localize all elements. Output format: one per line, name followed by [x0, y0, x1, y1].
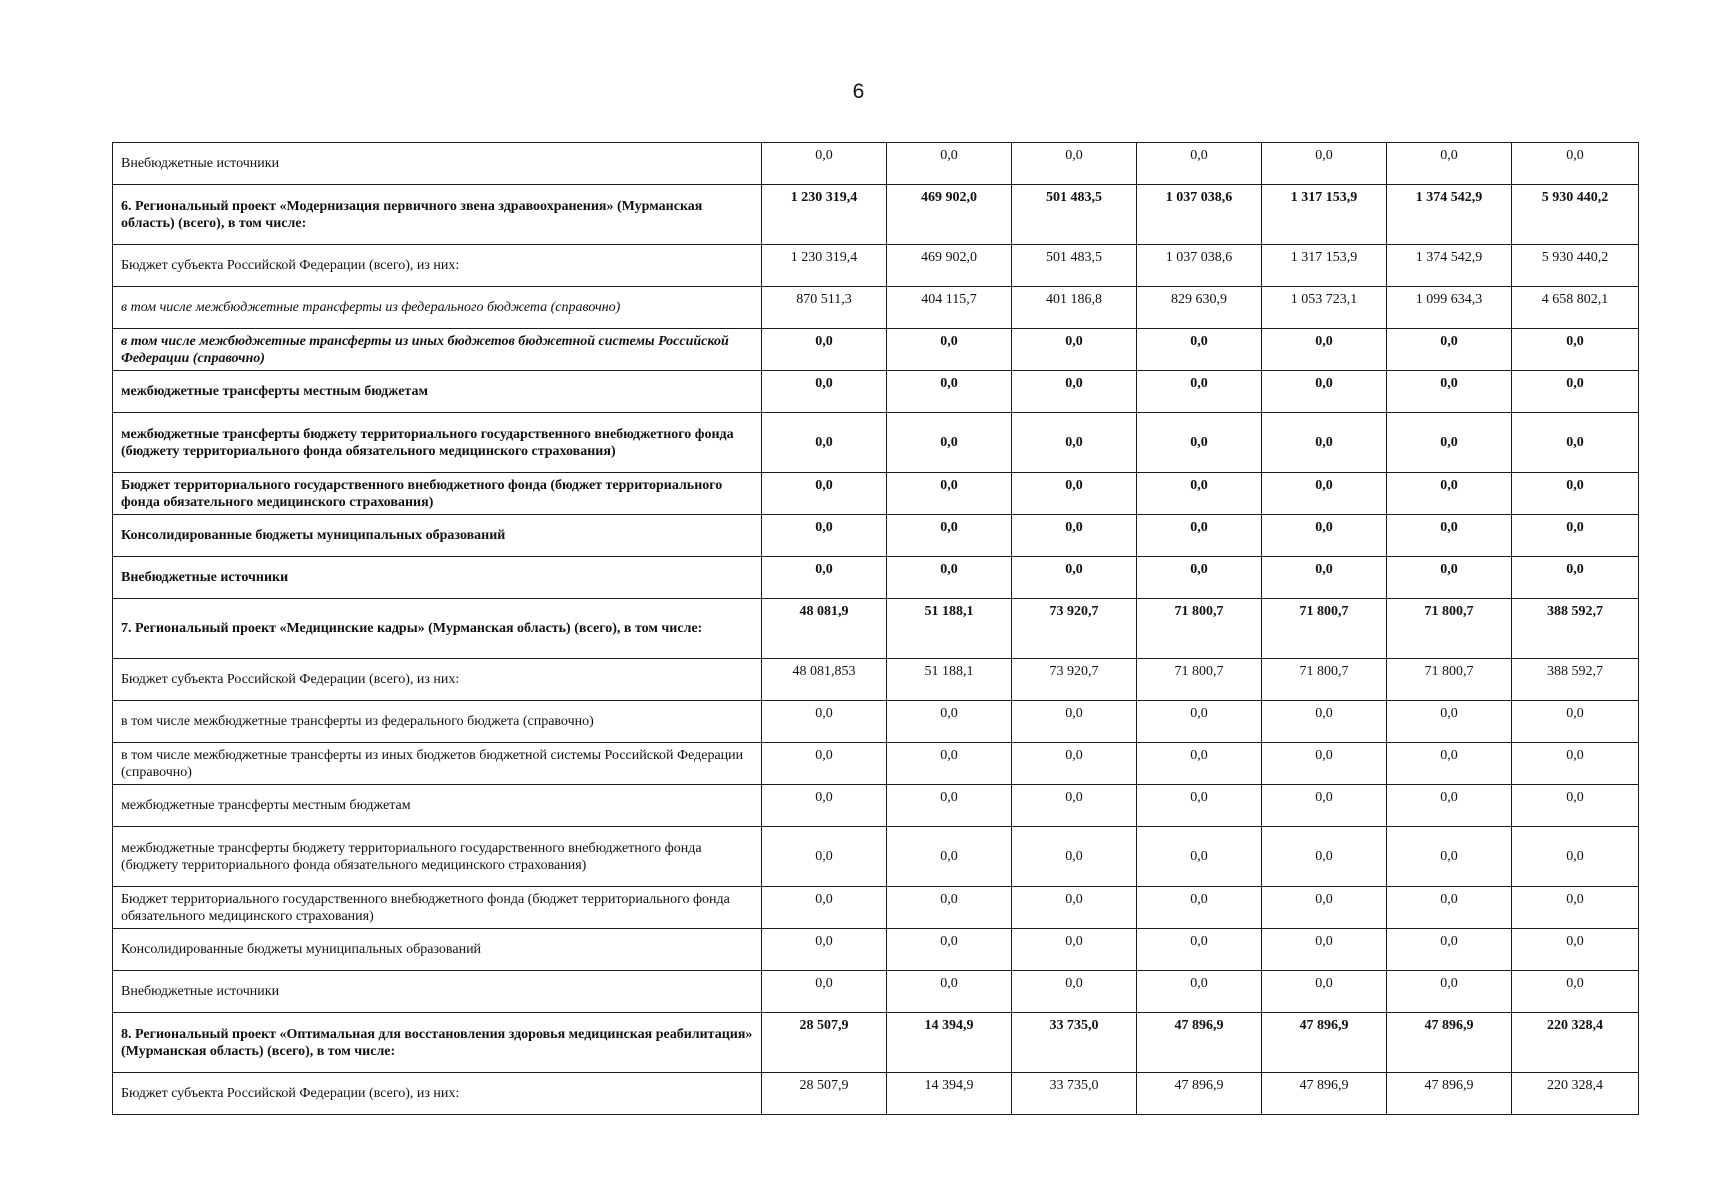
row-label: 6. Региональный проект «Модернизация первичного звена здравоохранения» (Мурманская область) (всего), в том числе:	[113, 185, 762, 245]
value-cell: 220 328,4	[1512, 1013, 1639, 1073]
row-label: Бюджет субъекта Российской Федерации (всего), из них:	[113, 245, 762, 287]
value-cell: 47 896,9	[1137, 1073, 1262, 1115]
value-cell: 71 800,7	[1137, 599, 1262, 659]
value-cell: 0,0	[1137, 413, 1262, 473]
value-cell: 0,0	[887, 929, 1012, 971]
value-cell: 0,0	[1387, 371, 1512, 413]
value-cell: 73 920,7	[1012, 599, 1137, 659]
value-cell: 0,0	[1137, 473, 1262, 515]
value-cell: 0,0	[887, 473, 1012, 515]
value-cell: 0,0	[762, 413, 887, 473]
value-cell: 0,0	[1262, 473, 1387, 515]
value-cell: 0,0	[1387, 557, 1512, 599]
value-cell: 0,0	[1137, 743, 1262, 785]
value-cell: 0,0	[762, 557, 887, 599]
value-cell: 0,0	[1262, 929, 1387, 971]
value-cell: 0,0	[1262, 515, 1387, 557]
value-cell: 0,0	[1262, 371, 1387, 413]
value-cell: 0,0	[887, 827, 1012, 887]
value-cell: 469 902,0	[887, 245, 1012, 287]
value-cell: 0,0	[1512, 557, 1639, 599]
budget-table-body	[113, 143, 1639, 1115]
value-cell: 0,0	[1262, 557, 1387, 599]
value-cell: 28 507,9	[762, 1013, 887, 1073]
value-cell: 0,0	[887, 701, 1012, 743]
row-label: в том числе межбюджетные трансферты из федерального бюджета (справочно)	[113, 701, 762, 743]
value-cell: 0,0	[1387, 827, 1512, 887]
table-row	[113, 887, 1639, 929]
value-cell: 0,0	[1387, 785, 1512, 827]
value-cell: 0,0	[762, 827, 887, 887]
value-cell: 71 800,7	[1262, 659, 1387, 701]
value-cell: 14 394,9	[887, 1013, 1012, 1073]
value-cell: 0,0	[1512, 887, 1639, 929]
table-row	[113, 929, 1639, 971]
value-cell: 0,0	[887, 785, 1012, 827]
value-cell: 0,0	[1137, 371, 1262, 413]
value-cell: 0,0	[1012, 887, 1137, 929]
value-cell: 0,0	[1012, 515, 1137, 557]
value-cell: 33 735,0	[1012, 1073, 1137, 1115]
value-cell: 0,0	[887, 887, 1012, 929]
value-cell: 0,0	[1137, 971, 1262, 1013]
table-row	[113, 245, 1639, 287]
value-cell: 1 230 319,4	[762, 185, 887, 245]
value-cell: 0,0	[1512, 785, 1639, 827]
value-cell: 0,0	[1512, 371, 1639, 413]
row-label: межбюджетные трансферты местным бюджетам	[113, 785, 762, 827]
value-cell: 0,0	[1012, 785, 1137, 827]
value-cell: 28 507,9	[762, 1073, 887, 1115]
value-cell: 0,0	[1137, 701, 1262, 743]
row-label: межбюджетные трансферты местным бюджетам	[113, 371, 762, 413]
value-cell: 0,0	[1012, 743, 1137, 785]
value-cell: 0,0	[1262, 827, 1387, 887]
value-cell: 469 902,0	[887, 185, 1012, 245]
value-cell: 4 658 802,1	[1512, 287, 1639, 329]
table-row	[113, 557, 1639, 599]
budget-table	[112, 142, 1639, 1115]
value-cell: 0,0	[1512, 971, 1639, 1013]
value-cell: 33 735,0	[1012, 1013, 1137, 1073]
value-cell: 14 394,9	[887, 1073, 1012, 1115]
value-cell: 47 896,9	[1387, 1013, 1512, 1073]
value-cell: 73 920,7	[1012, 659, 1137, 701]
value-cell: 0,0	[1387, 329, 1512, 371]
table-row	[113, 827, 1639, 887]
value-cell: 0,0	[887, 143, 1012, 185]
value-cell: 388 592,7	[1512, 659, 1639, 701]
value-cell: 501 483,5	[1012, 185, 1137, 245]
table-row	[113, 971, 1639, 1013]
value-cell: 47 896,9	[1387, 1073, 1512, 1115]
table-row	[113, 515, 1639, 557]
value-cell: 0,0	[762, 329, 887, 371]
value-cell: 51 188,1	[887, 599, 1012, 659]
value-cell: 0,0	[1262, 329, 1387, 371]
row-label: 8. Региональный проект «Оптимальная для восстановления здоровья медицинская реабилитация» (Мурманская область) (всего), в том числе:	[113, 1013, 762, 1073]
value-cell: 0,0	[1387, 413, 1512, 473]
value-cell: 0,0	[1137, 827, 1262, 887]
value-cell: 5 930 440,2	[1512, 185, 1639, 245]
value-cell: 0,0	[1012, 557, 1137, 599]
value-cell: 401 186,8	[1012, 287, 1137, 329]
value-cell: 0,0	[1262, 971, 1387, 1013]
value-cell: 0,0	[762, 473, 887, 515]
value-cell: 0,0	[1137, 329, 1262, 371]
value-cell: 0,0	[1012, 827, 1137, 887]
value-cell: 47 896,9	[1262, 1073, 1387, 1115]
value-cell: 220 328,4	[1512, 1073, 1639, 1115]
table-row	[113, 473, 1639, 515]
value-cell: 0,0	[1012, 473, 1137, 515]
value-cell: 0,0	[762, 971, 887, 1013]
table-row	[113, 1013, 1639, 1073]
value-cell: 1 317 153,9	[1262, 245, 1387, 287]
value-cell: 0,0	[762, 515, 887, 557]
value-cell: 1 317 153,9	[1262, 185, 1387, 245]
value-cell: 388 592,7	[1512, 599, 1639, 659]
value-cell: 0,0	[1262, 143, 1387, 185]
value-cell: 0,0	[1262, 785, 1387, 827]
value-cell: 0,0	[1137, 785, 1262, 827]
value-cell: 0,0	[1512, 473, 1639, 515]
value-cell: 0,0	[1512, 743, 1639, 785]
value-cell: 0,0	[887, 971, 1012, 1013]
row-label: межбюджетные трансферты бюджету территориального государственного внебюджетного фонда (бюджету территориального фонда обязательного медицинского страхования)	[113, 827, 762, 887]
row-label: в том числе межбюджетные трансферты из иных бюджетов бюджетной системы Российской Федерации (справочно)	[113, 743, 762, 785]
value-cell: 0,0	[1262, 743, 1387, 785]
value-cell: 48 081,853	[762, 659, 887, 701]
table-row	[113, 185, 1639, 245]
value-cell: 0,0	[1512, 701, 1639, 743]
value-cell: 0,0	[1012, 701, 1137, 743]
value-cell: 870 511,3	[762, 287, 887, 329]
row-label: Бюджет субъекта Российской Федерации (всего), из них:	[113, 1073, 762, 1115]
page-number: 6	[852, 80, 865, 103]
row-label: Внебюджетные источники	[113, 971, 762, 1013]
value-cell: 71 800,7	[1387, 599, 1512, 659]
row-label: в том числе межбюджетные трансферты из федерального бюджета (справочно)	[113, 287, 762, 329]
value-cell: 0,0	[1512, 413, 1639, 473]
value-cell: 0,0	[887, 743, 1012, 785]
table-row	[113, 143, 1639, 185]
row-label: Консолидированные бюджеты муниципальных образований	[113, 515, 762, 557]
value-cell: 1 374 542,9	[1387, 185, 1512, 245]
value-cell: 48 081,9	[762, 599, 887, 659]
table-row	[113, 329, 1639, 371]
value-cell: 0,0	[1387, 929, 1512, 971]
table-row	[113, 413, 1639, 473]
value-cell: 404 115,7	[887, 287, 1012, 329]
value-cell: 47 896,9	[1262, 1013, 1387, 1073]
value-cell: 71 800,7	[1387, 659, 1512, 701]
table-row	[113, 743, 1639, 785]
table-row	[113, 287, 1639, 329]
value-cell: 0,0	[1137, 143, 1262, 185]
row-label: Внебюджетные источники	[113, 143, 762, 185]
value-cell: 0,0	[762, 785, 887, 827]
value-cell: 829 630,9	[1137, 287, 1262, 329]
value-cell: 0,0	[1512, 515, 1639, 557]
value-cell: 0,0	[1387, 143, 1512, 185]
value-cell: 501 483,5	[1012, 245, 1137, 287]
row-label: Бюджет территориального государственного внебюджетного фонда (бюджет территориального фонда обязательного медицинского страхования)	[113, 473, 762, 515]
row-label: Бюджет территориального государственного внебюджетного фонда (бюджет территориального фонда обязательного медицинского страхования)	[113, 887, 762, 929]
value-cell: 1 053 723,1	[1262, 287, 1387, 329]
value-cell: 1 230 319,4	[762, 245, 887, 287]
budget-table-wrapper	[112, 142, 1638, 1115]
value-cell: 1 099 634,3	[1387, 287, 1512, 329]
value-cell: 0,0	[1012, 929, 1137, 971]
value-cell: 0,0	[1387, 701, 1512, 743]
value-cell: 1 374 542,9	[1387, 245, 1512, 287]
value-cell: 0,0	[762, 143, 887, 185]
row-label: Внебюджетные источники	[113, 557, 762, 599]
value-cell: 0,0	[1512, 143, 1639, 185]
value-cell: 0,0	[887, 557, 1012, 599]
value-cell: 0,0	[1137, 929, 1262, 971]
row-label: межбюджетные трансферты бюджету территориального государственного внебюджетного фонда (бюджету территориального фонда обязательного медицинского страхования)	[113, 413, 762, 473]
value-cell: 0,0	[1512, 329, 1639, 371]
value-cell: 0,0	[1137, 887, 1262, 929]
value-cell: 0,0	[1137, 515, 1262, 557]
value-cell: 71 800,7	[1262, 599, 1387, 659]
value-cell: 0,0	[887, 371, 1012, 413]
value-cell: 0,0	[1512, 929, 1639, 971]
value-cell: 0,0	[1012, 143, 1137, 185]
value-cell: 1 037 038,6	[1137, 185, 1262, 245]
row-label: в том числе межбюджетные трансферты из иных бюджетов бюджетной системы Российской Федерации (справочно)	[113, 329, 762, 371]
table-row	[113, 701, 1639, 743]
value-cell: 0,0	[762, 887, 887, 929]
row-label: 7. Региональный проект «Медицинские кадры» (Мурманская область) (всего), в том числе:	[113, 599, 762, 659]
value-cell: 0,0	[1262, 887, 1387, 929]
row-label: Бюджет субъекта Российской Федерации (всего), из них:	[113, 659, 762, 701]
value-cell: 0,0	[1012, 329, 1137, 371]
value-cell: 0,0	[1012, 413, 1137, 473]
value-cell: 0,0	[1387, 971, 1512, 1013]
value-cell: 0,0	[1012, 971, 1137, 1013]
value-cell: 1 037 038,6	[1137, 245, 1262, 287]
value-cell: 0,0	[1387, 473, 1512, 515]
value-cell: 0,0	[762, 371, 887, 413]
value-cell: 0,0	[1012, 371, 1137, 413]
table-row	[113, 1073, 1639, 1115]
value-cell: 0,0	[1262, 701, 1387, 743]
value-cell: 51 188,1	[887, 659, 1012, 701]
value-cell: 47 896,9	[1137, 1013, 1262, 1073]
value-cell: 0,0	[762, 929, 887, 971]
value-cell: 0,0	[762, 701, 887, 743]
value-cell: 0,0	[762, 743, 887, 785]
table-row	[113, 371, 1639, 413]
value-cell: 0,0	[1137, 557, 1262, 599]
value-cell: 0,0	[1262, 413, 1387, 473]
table-row	[113, 659, 1639, 701]
value-cell: 0,0	[887, 515, 1012, 557]
value-cell: 5 930 440,2	[1512, 245, 1639, 287]
value-cell: 0,0	[1512, 827, 1639, 887]
row-label: Консолидированные бюджеты муниципальных образований	[113, 929, 762, 971]
value-cell: 0,0	[1387, 887, 1512, 929]
table-row	[113, 599, 1639, 659]
value-cell: 71 800,7	[1137, 659, 1262, 701]
value-cell: 0,0	[1387, 515, 1512, 557]
table-row	[113, 785, 1639, 827]
value-cell: 0,0	[1387, 743, 1512, 785]
value-cell: 0,0	[887, 329, 1012, 371]
value-cell: 0,0	[887, 413, 1012, 473]
